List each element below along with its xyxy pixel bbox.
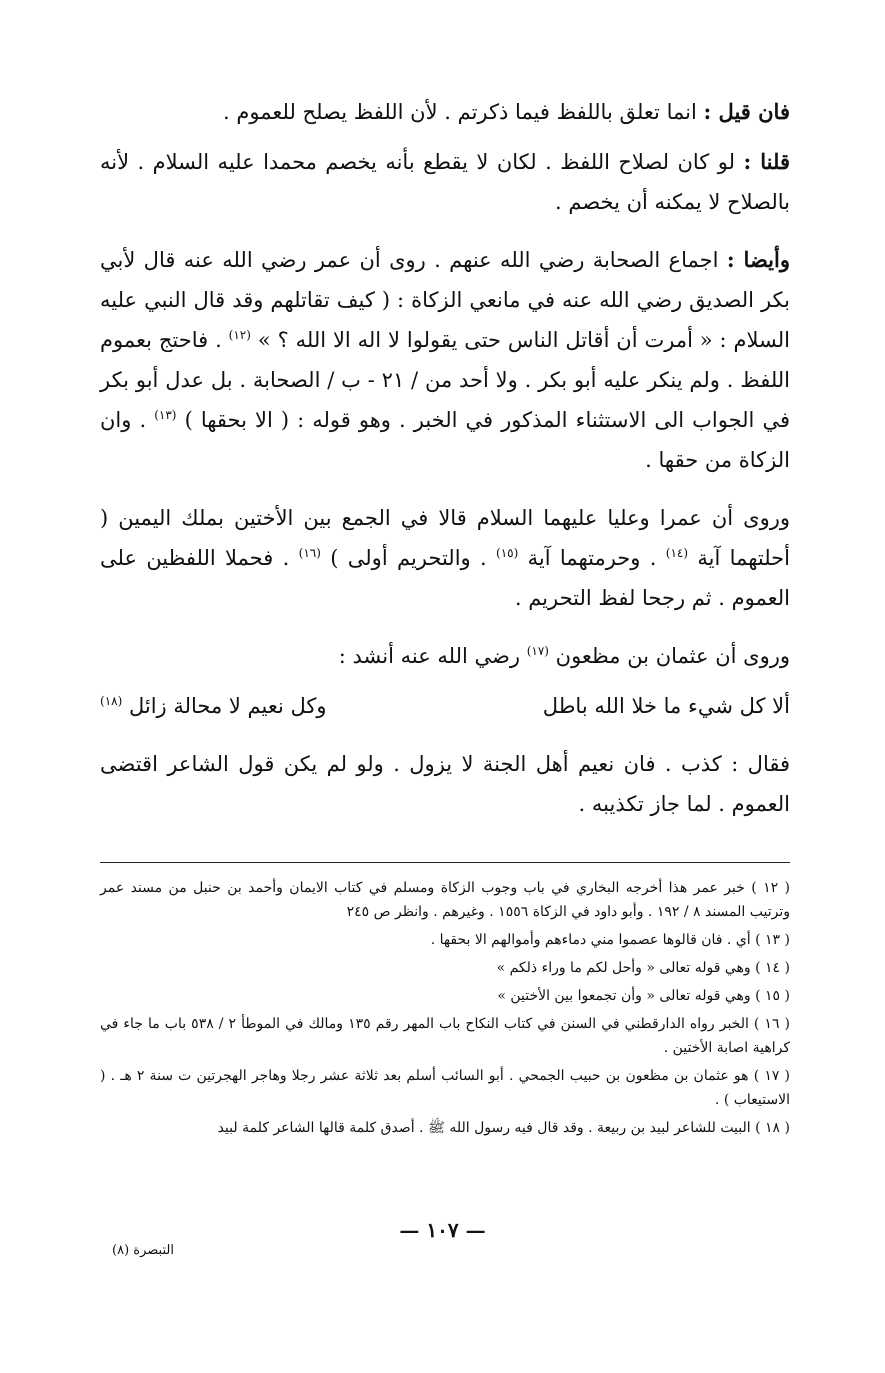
verse-hemistich-1: ألا كل شيء ما خلا الله باطل — [542, 694, 790, 718]
paragraph-objection — [100, 92, 790, 132]
footnote-divider — [100, 862, 790, 863]
footnote-17: ( ١٧ ) هو عثمان بن مظعون بن حبيب الجمحي . أبو السائب أسلم بعد ثلاثة عشر رجلا وهاجر الهجرتين ت سنة ٢ هـ . ( الاستيعاب ) . — [100, 1068, 790, 1108]
footnote-ref: (١٦) — [298, 546, 321, 560]
footnote-ref: (١٣) — [154, 408, 177, 422]
footnote-13: ( ١٣ ) أي . فان قالوها عصموا مني دماءهم وأموالهم الا بحقها . — [430, 932, 790, 948]
footnote-ref: (١٧) — [526, 644, 549, 658]
paragraph-lead: فان قيل : — [703, 99, 790, 124]
footnote-ref: (١٥) — [496, 546, 519, 560]
paragraph-lead: قلنا : — [743, 149, 790, 174]
footnote-16: ( ١٦ ) الخبر رواه الدارقطني في السنن في كتاب النكاح باب المهر رقم ١٣٥ ومالك في الموطأ ٢ / ٥٣٨ باب ما جاء في كراهية اصابة الأختين . — [100, 1016, 790, 1056]
footnote-ref: (١٤) — [665, 546, 689, 560]
paragraph-text: . وحرمتهما آية — [527, 546, 657, 570]
paragraph-two-sisters — [100, 498, 790, 618]
paragraph-text: اجماع الصحابة رضي الله عنهم . روى أن عمر رضي الله عنه قال لأبي بكر الصديق رضي الله عنه في مانعي الزكاة : ( كيف تقاتلهم وقد قال النبي عليه السلام : « أمرت أن أقاتل الناس حتى يقولوا لا اله الا الله ؟ » — [100, 248, 790, 352]
footnote-15: ( ١٥ ) وهي قوله تعالى « وأن تجمعوا بين الأختين » — [497, 988, 790, 1004]
paragraph-text: . والتحريم أولى ) — [330, 546, 487, 570]
paragraph-text: رضي الله عنه أنشد : — [338, 644, 520, 668]
paragraph-uthman — [100, 636, 790, 676]
paragraph-text: . فحملا اللفظين على العموم . ثم رجحا لفظ التحريم . — [100, 546, 790, 610]
footnote-ref: (١٢) — [228, 328, 251, 342]
paragraph-text: وروى أن عثمان بن مظعون — [555, 644, 790, 668]
paragraph-text: . وان الزكاة من حقها . — [100, 408, 790, 472]
verse-hemistich-2: وكل نعيم لا محالة زائل — [128, 694, 327, 718]
signature-mark: التبصرة (٨) — [112, 1243, 174, 1258]
paragraph-text: انما تعلق باللفظ فيما ذكرتم . لأن اللفظ يصلح للعموم . — [223, 100, 697, 124]
footnotes — [100, 876, 790, 1144]
paragraph-text: وروى أن عمرا وعليا عليهما السلام قالا في الجمع بين الأختين بملك اليمين ( أحلتهما آية — [100, 506, 790, 570]
paragraph-text: . فاحتج بعموم اللفظ . ولم ينكر عليه أبو بكر . ولا أحد من / ٢١ - ب / الصحابة . بل عدل أبو بكر في الجواب الى الاستثناء المذكور في الخبر . وهو قوله : ( الا بحقها ) — [100, 328, 791, 432]
paragraph-conclusion — [100, 744, 790, 824]
paragraph-lead: وأيضا : — [726, 247, 790, 272]
paragraph-consensus — [100, 240, 790, 480]
paragraph-reply — [100, 142, 790, 222]
footnote-14: ( ١٤ ) وهي قوله تعالى « وأحل لكم ما وراء ذلكم » — [496, 960, 790, 976]
footnote-12: ( ١٢ ) خبر عمر هذا أخرجه البخاري في باب وجوب الزكاة ومسلم في كتاب الايمان وأحمد بن حنبل من مسند عمر وترتيب المسند ٨ / ١٩٢ . وأبو داود في الزكاة ١٥٥٦ . وغيرهم . وانظر ص ٢٤٥ — [100, 880, 790, 920]
footnote-18: ( ١٨ ) البيت للشاعر لبيد بن ربيعة . وقد قال فيه رسول الله ﷺ . أصدق كلمة قالها الشاعر كلمة لبيد — [217, 1120, 790, 1136]
page-number: — ١٠٧ — — [399, 1218, 486, 1242]
footnote-ref: (١٨) — [100, 694, 123, 708]
paragraph-text: لو كان لصلاح اللفظ . لكان لا يقطع بأنه يخصم محمدا عليه السلام . لأنه بالصلاح لا يمكنه أن يخصم . — [100, 150, 790, 214]
poetry-verse — [100, 686, 790, 726]
verse-hemistich-2-wrap — [100, 686, 327, 726]
paragraph-text: فقال : كذب . فان نعيم أهل الجنة لا يزول . ولو لم يكن قول الشاعر اقتضى العموم . لما جاز تكذيبه . — [100, 752, 790, 816]
main-text — [100, 92, 790, 842]
